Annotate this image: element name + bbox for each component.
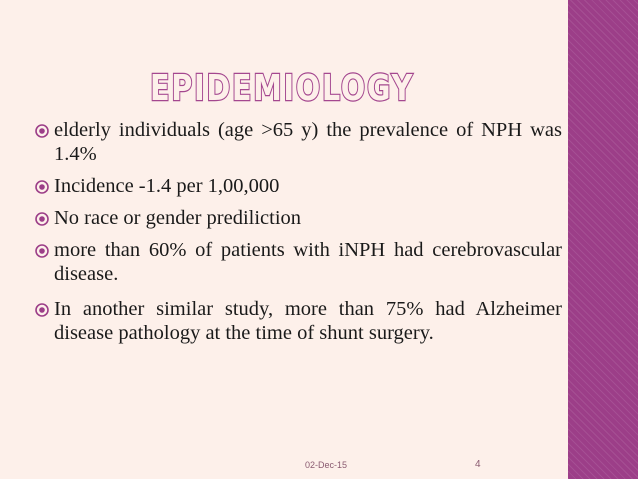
- bullet-item: [34, 297, 562, 345]
- circled-dot-icon: [34, 123, 50, 139]
- slide-title: [150, 60, 420, 110]
- bullet-item: [34, 118, 562, 166]
- decorative-sidebar: [568, 0, 638, 479]
- bullet-text: more than 60% of patients with iNPH had cerebrovascular disease.: [54, 239, 562, 285]
- circled-dot-icon: [34, 302, 50, 318]
- circled-dot-icon: [34, 179, 50, 195]
- circled-dot-icon: [34, 211, 50, 227]
- bullet-item: [34, 206, 562, 230]
- footer-page-number: 4: [475, 459, 481, 470]
- bullet-list: [34, 118, 562, 353]
- bullet-text: No race or gender prediliction: [54, 207, 302, 229]
- bullet-text: Incidence -1.4 per 1,00,000: [54, 175, 280, 197]
- circled-dot-icon: [34, 243, 50, 259]
- bullet-text: In another similar study, more than 75% had Alzheimer disease pathology at the time of shunt surgery.: [54, 298, 562, 344]
- bullet-item: [34, 238, 562, 286]
- bullet-text: elderly individuals (age >65 y) the prevalence of NPH was 1.4%: [54, 119, 562, 165]
- footer-date: 02-Dec-15: [305, 460, 348, 470]
- slide-title-text: EPIDEMIOLOGY: [150, 68, 414, 109]
- bullet-item: [34, 174, 562, 198]
